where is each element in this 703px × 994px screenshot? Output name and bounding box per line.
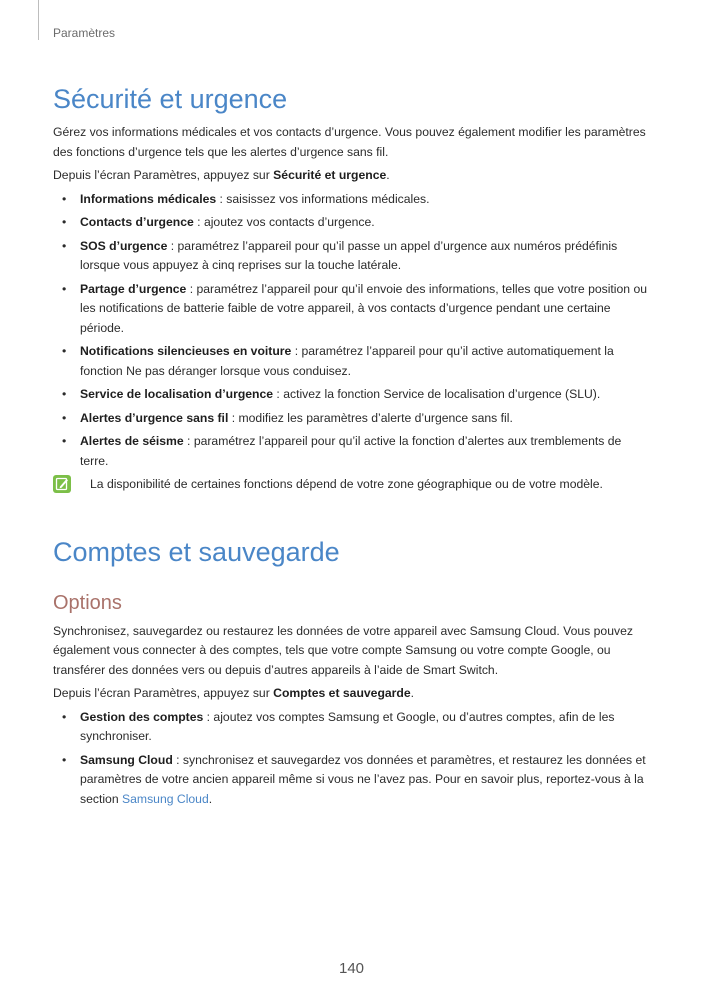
item-desc: : modifiez les paramètres d’alerte d’urgence sans fil. [228, 410, 513, 425]
security-intro: Gérez vos informations médicales et vos contacts d’urgence. Vous pouvez également modifier les paramètres des fonctions d’urgence tels que les alertes d’urgence sans fil. [53, 125, 646, 159]
list-item-samsung-cloud [53, 751, 653, 810]
item-term: Notifications silencieuses en voiture [80, 344, 292, 358]
item-desc: : paramétrez l’appareil pour qu’il active la fonction d’alertes aux tremblements de terre. [80, 434, 622, 468]
list-item-location-service [53, 385, 653, 405]
nav-suffix: . [410, 686, 415, 700]
list-item-sos [53, 237, 653, 276]
list-item-earthquake-alerts [53, 432, 653, 471]
availability-note [53, 475, 653, 495]
item-desc: : ajoutez vos contacts d’urgence. [193, 215, 375, 229]
page-number: 140 [338, 960, 365, 977]
accounts-nav-instruction [53, 684, 653, 704]
list-item-emergency-sharing [53, 280, 653, 339]
subsection-title-options: Options [53, 591, 122, 614]
nav-target: Comptes et sauvegarde [273, 686, 411, 700]
list-item-emergency-contacts [53, 213, 653, 233]
item-desc: : synchronisez et sauvegardez vos données et paramètres, et restaurez les données et paramètres de votre ancien appareil même si vous ne l’avez pas. Pour en savoir plus, reportez-vous à la section [80, 752, 646, 806]
item-term: Gestion des comptes [80, 709, 204, 724]
accounts-feature-list [53, 708, 653, 810]
item-term: Service de localisation d’urgence [80, 387, 274, 401]
accounts-intro: Synchronisez, sauvegardez ou restaurez les données de votre appareil avec Samsung Cloud. Vous pouvez également vous connecter à des comptes, tels que votre compte Samsung ou votre compte Google, ou transférer des données vers ou depuis d’autres appareils à l’aide de Smart Switch. [53, 623, 633, 677]
item-desc: : paramétrez l’appareil pour qu’il passe un appel d’urgence aux numéros prédéfinis lorsque vous appuyez à cinq reprises sur la touche latérale. [80, 238, 618, 272]
header-divider-line [38, 0, 39, 40]
page-content [53, 82, 653, 813]
list-item-medical-info [53, 190, 653, 210]
list-item-driving-notifications [53, 342, 653, 381]
breadcrumb: Paramètres [53, 26, 116, 40]
item-term: Partage d’urgence [80, 281, 187, 296]
samsung-cloud-link[interactable]: Samsung Cloud [122, 791, 209, 806]
item-desc: : ajoutez vos comptes Samsung et Google, ou d’autres comptes, afin de les synchroniser. [80, 709, 615, 743]
item-desc: : paramétrez l’appareil pour qu’il active automatiquement la fonction Ne pas déranger lorsque vous conduisez. [80, 344, 614, 378]
section-title-accounts: Comptes et sauvegarde [53, 536, 340, 567]
security-feature-list [53, 190, 653, 472]
note-pencil-icon [53, 475, 71, 493]
item-term: Samsung Cloud [80, 752, 173, 767]
item-desc: : paramétrez l’appareil pour qu’il envoie des informations, telles que votre position ou les notifications de batterie faible de votre appareil, à vos contacts d’urgence pendant une certaine période. [80, 281, 648, 335]
section-title-security: Sécurité et urgence [53, 84, 288, 114]
item-term: Informations médicales [80, 191, 217, 206]
nav-target: Sécurité et urgence [273, 168, 387, 182]
security-nav-instruction [53, 166, 653, 186]
item-desc: : activez la fonction Service de localisation d’urgence (SLU). [273, 387, 601, 401]
note-text: La disponibilité de certaines fonctions dépend de votre zone géographique ou de votre modèle. [90, 477, 603, 491]
item-term: Alertes de séisme [80, 434, 184, 448]
nav-prefix: Depuis l’écran Paramètres, appuyez sur [53, 168, 274, 182]
list-item-account-management [53, 708, 653, 747]
item-term: SOS d’urgence [80, 238, 168, 253]
item-desc: : saisissez vos informations médicales. [216, 191, 430, 206]
nav-suffix: . [386, 168, 390, 182]
item-term: Contacts d’urgence [80, 215, 194, 229]
item-term: Alertes d’urgence sans fil [80, 410, 229, 425]
list-item-wireless-alerts [53, 409, 653, 429]
nav-prefix: Depuis l’écran Paramètres, appuyez sur [53, 686, 274, 700]
item-end: . [208, 791, 213, 806]
